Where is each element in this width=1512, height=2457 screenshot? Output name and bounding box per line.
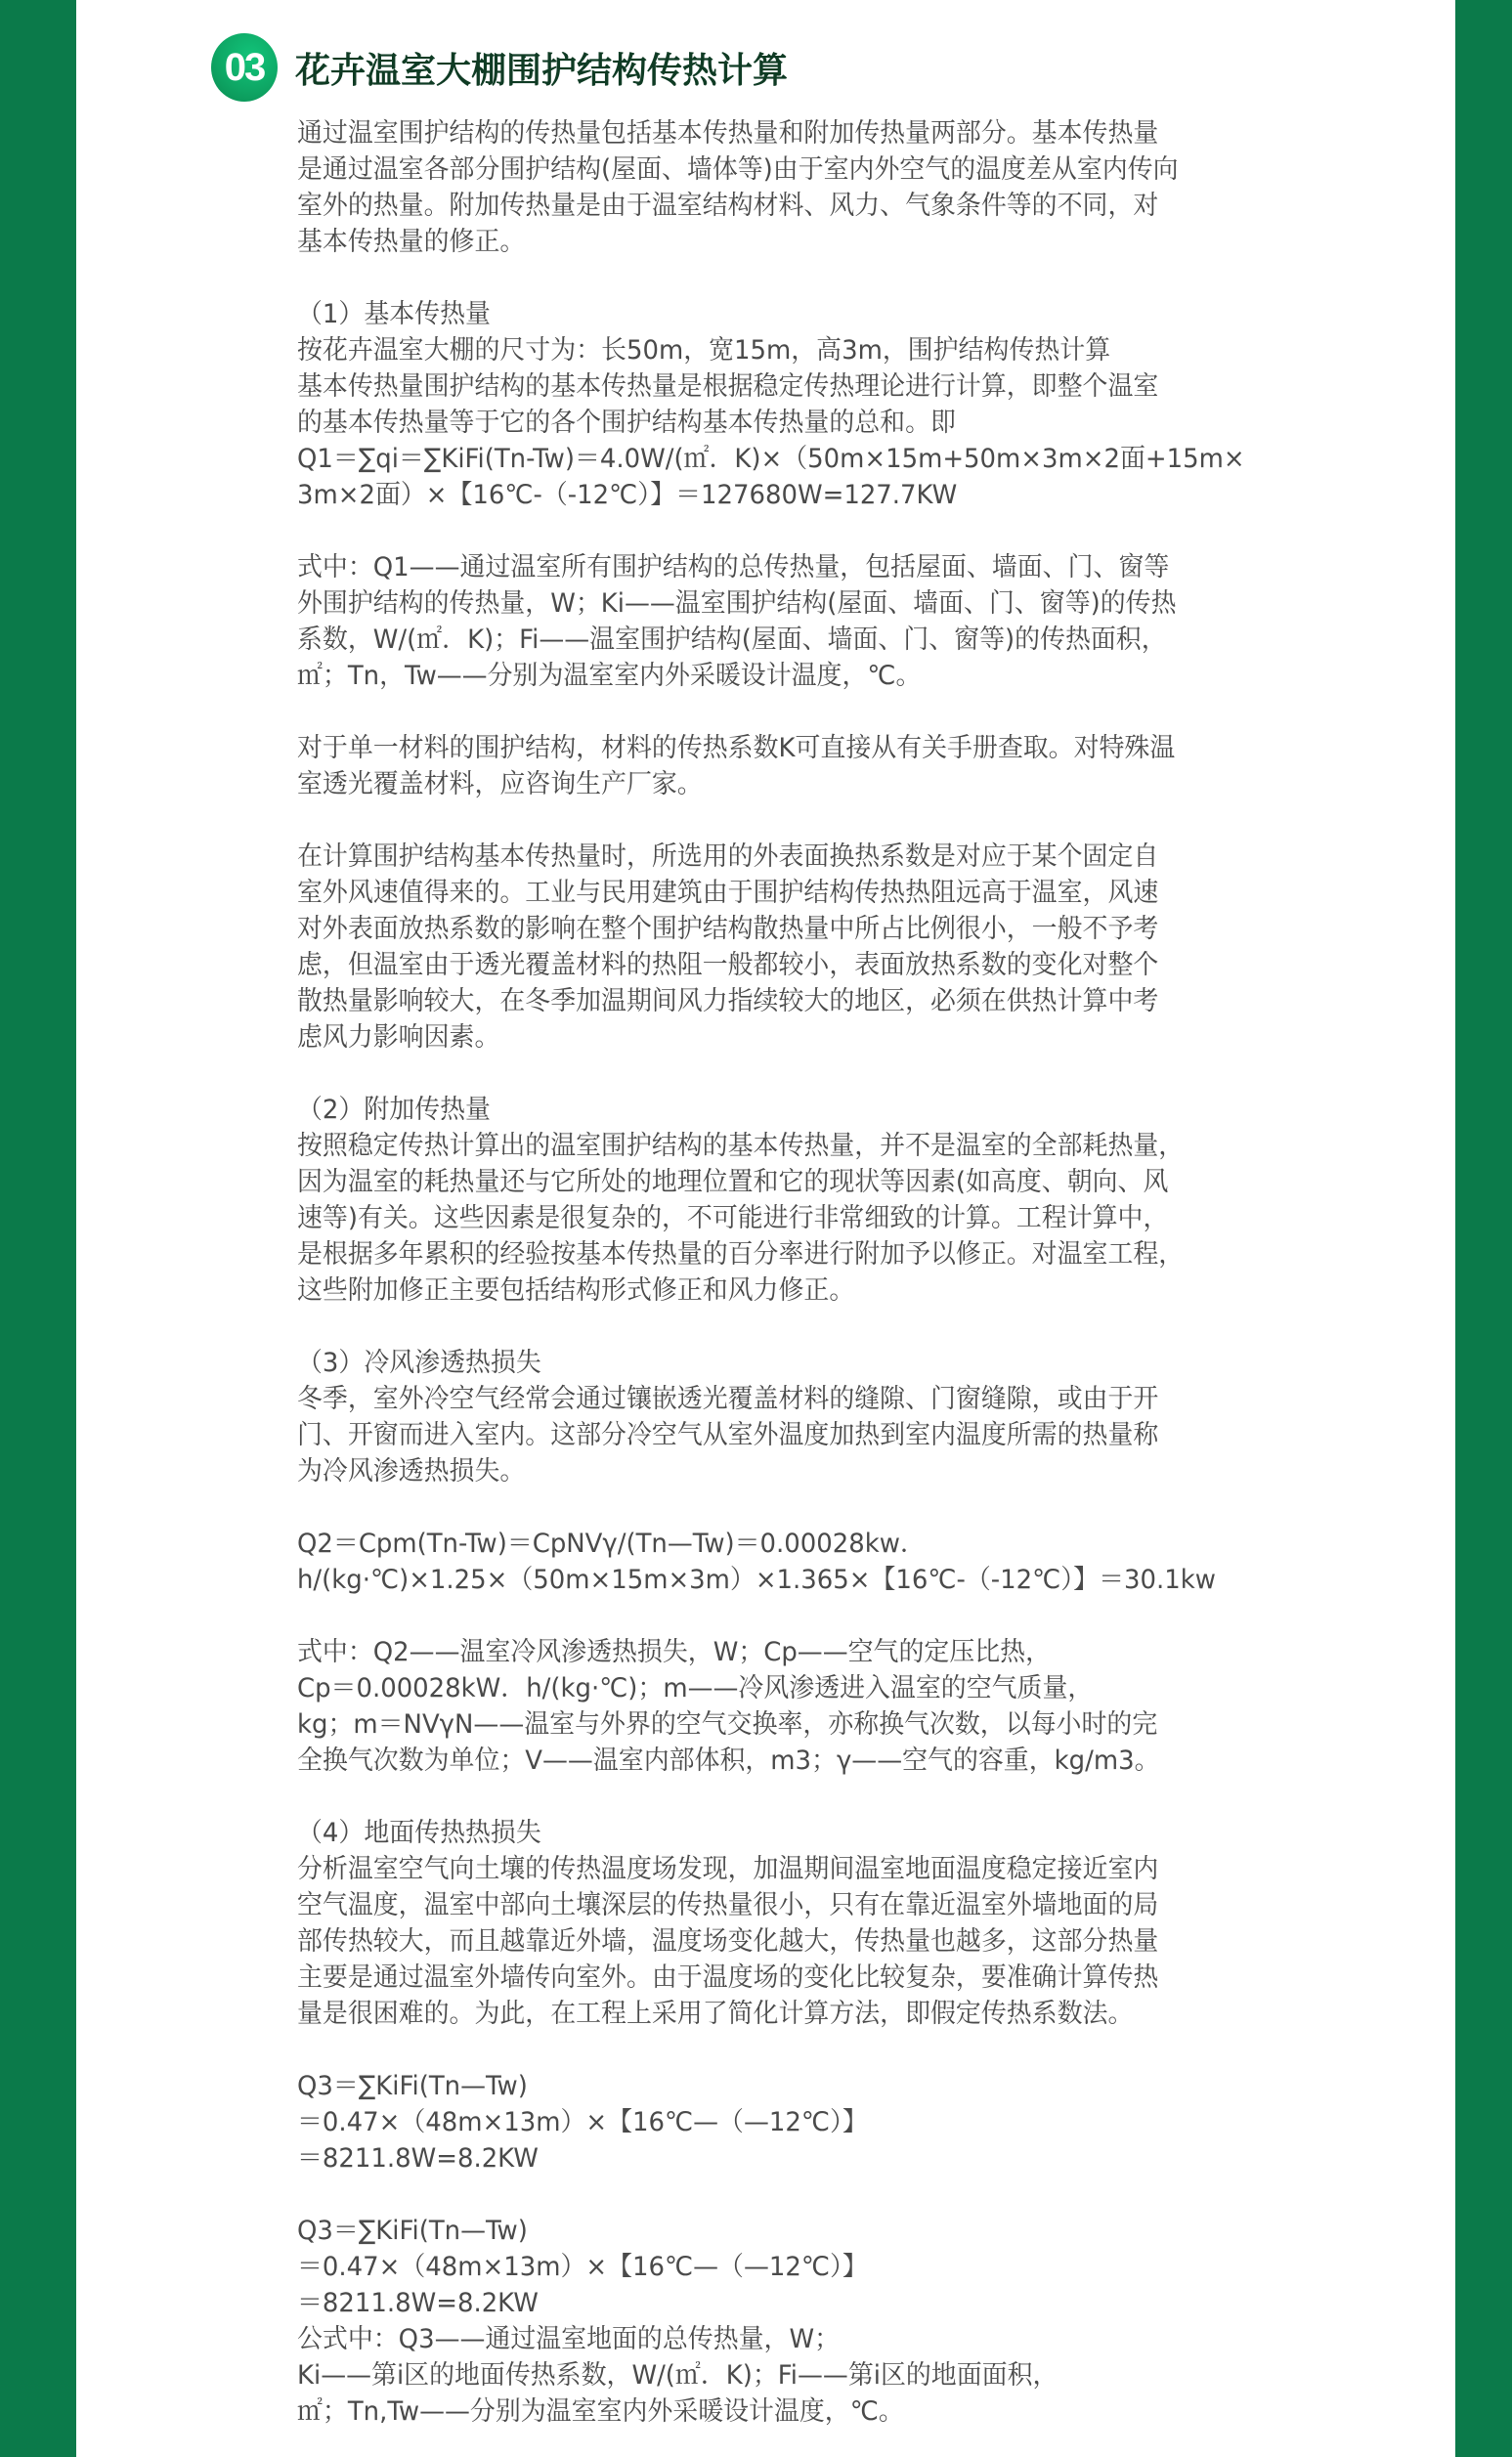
text-line: 公式中：Q3——通过温室地面的总传热量，W； bbox=[297, 2324, 841, 2354]
paragraph-q1-legend bbox=[297, 549, 1254, 694]
subsection-heading: （1）基本传热量 bbox=[297, 299, 491, 329]
text-line: 速等)有关。这些因素是很复杂的，不可能进行非常细致的计算。工程计算中， bbox=[297, 1203, 1169, 1233]
text-line: 是通过温室各部分围护结构(屋面、墙体等)由于室内外空气的温度差从室内传向 bbox=[297, 154, 1179, 185]
text-line: 室透光覆盖材料，应咨询生产厂家。 bbox=[297, 769, 703, 799]
formula-q2 bbox=[297, 1526, 1254, 1598]
text-line: 按照稳定传热计算出的温室围护结构的基本传热量，并不是温室的全部耗热量， bbox=[297, 1131, 1185, 1161]
formula-q3 bbox=[297, 2068, 1254, 2177]
text-line: ㎡；Tn，Tw——分别为温室室内外采暖设计温度，℃。 bbox=[297, 661, 922, 691]
paragraph-intro bbox=[297, 115, 1254, 260]
text-line: 按花卉温室大棚的尺寸为：长50m，宽15m，高3m，围护结构传热计算 bbox=[297, 335, 1111, 366]
paragraph-q2-legend bbox=[297, 1634, 1254, 1779]
paragraph-cold-air-infiltration bbox=[297, 1345, 1254, 1489]
formula-line: Q3＝∑KiFi(Tn—Tw) bbox=[297, 2216, 528, 2246]
paragraph-ground-heat-loss bbox=[297, 1815, 1254, 2032]
text-line: 在计算围护结构基本传热量时，所选用的外表面换热系数是对应于某个固定自 bbox=[297, 841, 1159, 872]
text-line: 因为温室的耗热量还与它所处的地理位置和它的现状等因素(如高度、朝向、风 bbox=[297, 1167, 1169, 1197]
text-line: 基本传热量的修正。 bbox=[297, 227, 526, 257]
text-line: 量是很困难的。为此，在工程上采用了简化计算方法，即假定传热系数法。 bbox=[297, 1999, 1134, 2029]
text-line: 通过温室围护结构的传热量包括基本传热量和附加传热量两部分。基本传热量 bbox=[297, 118, 1159, 149]
formula-line: Q1＝∑qi＝∑KiFi(Tn-Tw)＝4.0W/(㎡．K)×（50m×15m+50m×3m×2面+15m× bbox=[297, 444, 1245, 474]
formula-line: ＝0.47×（48m×13m）×【16℃—（—12℃）】 bbox=[297, 2107, 868, 2137]
text-line: kg；m＝NVγN——温室与外界的空气交换率，亦称换气次数，以每小时的完 bbox=[297, 1709, 1158, 1740]
text-line: 分析温室空气向土壤的传热温度场发现，加温期间温室地面温度稳定接近室内 bbox=[297, 1854, 1159, 1884]
subsection-heading: （3）冷风渗透热损失 bbox=[297, 1348, 541, 1378]
article-body bbox=[297, 115, 1254, 2430]
formula-line: h/(kg·℃)×1.25×（50m×15m×3m）×1.365×【16℃-（-12℃）】＝30.1kw bbox=[297, 1565, 1216, 1595]
subsection-heading: （2）附加传热量 bbox=[297, 1095, 491, 1125]
text-line: 系数，W/(㎡．K)；Fi——温室围护结构(屋面、墙面、门、窗等)的传热面积， bbox=[297, 625, 1167, 655]
text-line: 对外表面放热系数的影响在整个围护结构散热量中所占比例很小，一般不予考 bbox=[297, 914, 1159, 944]
formula-line: ＝0.47×（48m×13m）×【16℃—（—12℃）】 bbox=[297, 2252, 868, 2282]
section-title: 花卉温室大棚围护结构传热计算 bbox=[295, 50, 789, 91]
paragraph-basic-heat-transfer bbox=[297, 296, 1254, 513]
text-line: 全换气次数为单位；V——温室内部体积，m3；γ——空气的容重，kg/m3。 bbox=[297, 1746, 1160, 1776]
text-line: 冬季，室外冷空气经常会通过镶嵌透光覆盖材料的缝隙、门窗缝隙，或由于开 bbox=[297, 1384, 1159, 1414]
text-line: 的基本传热量等于它的各个围护结构基本传热量的总和。即 bbox=[297, 408, 956, 438]
formula-q3-with-legend bbox=[297, 2213, 1254, 2430]
text-line: 室外风速值得来的。工业与民用建筑由于围护结构传热热阻远高于温室，风速 bbox=[297, 878, 1159, 908]
text-line: 门、开窗而进入室内。这部分冷空气从室外温度加热到室内温度所需的热量称 bbox=[297, 1420, 1159, 1450]
text-line: 部传热较大，而且越靠近外墙，温度场变化越大，传热量也越多，这部分热量 bbox=[297, 1926, 1159, 1957]
text-line: ㎡；Tn,Tw——分别为温室室内外采暖设计温度，℃。 bbox=[297, 2396, 904, 2427]
text-line: 是根据多年累积的经验按基本传热量的百分率进行附加予以修正。对温室工程， bbox=[297, 1239, 1185, 1270]
formula-line: 3m×2面）×【16℃-（-12℃）】＝127680W=127.7KW bbox=[297, 480, 958, 510]
text-line: 虑风力影响因素。 bbox=[297, 1022, 500, 1053]
text-line: 空气温度，温室中部向土壤深层的传热量很小，只有在靠近温室外墙地面的局 bbox=[297, 1890, 1159, 1920]
paragraph-single-material bbox=[297, 730, 1254, 802]
text-line: 散热量影响较大，在冬季加温期间风力指续较大的地区，必须在供热计算中考 bbox=[297, 986, 1159, 1016]
subsection-heading: （4）地面传热热损失 bbox=[297, 1818, 541, 1848]
text-line: 式中：Q1——通过温室所有围护结构的总传热量，包括屋面、墙面、门、窗等 bbox=[297, 552, 1170, 582]
formula-line: ＝8211.8W=8.2KW bbox=[297, 2143, 539, 2174]
text-line: 基本传热量围护结构的基本传热量是根据稳定传热理论进行计算，即整个温室 bbox=[297, 371, 1159, 402]
section-header bbox=[211, 33, 788, 102]
paragraph-additional-heat-transfer bbox=[297, 1092, 1254, 1309]
text-line: 主要是通过温室外墙传向室外。由于温度场的变化比较复杂，要准确计算传热 bbox=[297, 1962, 1159, 1993]
formula-line: ＝8211.8W=8.2KW bbox=[297, 2288, 539, 2318]
paragraph-wind-speed bbox=[297, 839, 1254, 1056]
text-line: 为冷风渗透热损失。 bbox=[297, 1456, 526, 1487]
text-line: 对于单一材料的围护结构，材料的传热系数K可直接从有关手册查取。对特殊温 bbox=[297, 733, 1176, 763]
text-line: 式中：Q2——温室冷风渗透热损失，W；Cp——空气的定压比热， bbox=[297, 1637, 1051, 1667]
section-number-badge: 03 bbox=[211, 33, 278, 102]
text-line: Ki——第i区的地面传热系数，W/(㎡．K)；Fi——第i区的地面面积， bbox=[297, 2360, 1058, 2391]
text-line: 这些附加修正主要包括结构形式修正和风力修正。 bbox=[297, 1275, 855, 1306]
text-line: 外围护结构的传热量，W；Ki——温室围护结构(屋面、墙面、门、窗等)的传热 bbox=[297, 588, 1177, 619]
formula-line: Q3＝∑KiFi(Tn—Tw) bbox=[297, 2071, 528, 2101]
text-line: 室外的热量。附加传热量是由于温室结构材料、风力、气象条件等的不同，对 bbox=[297, 191, 1159, 221]
text-line: Cp＝0.00028kW．h/(kg·℃)；m——冷风渗透进入温室的空气质量， bbox=[297, 1673, 1094, 1703]
formula-line: Q2＝Cpm(Tn-Tw)＝CpNVγ/(Tn—Tw)＝0.00028kw． bbox=[297, 1529, 926, 1559]
text-line: 虑，但温室由于透光覆盖材料的热阻一般都较小，表面放热系数的变化对整个 bbox=[297, 950, 1159, 980]
